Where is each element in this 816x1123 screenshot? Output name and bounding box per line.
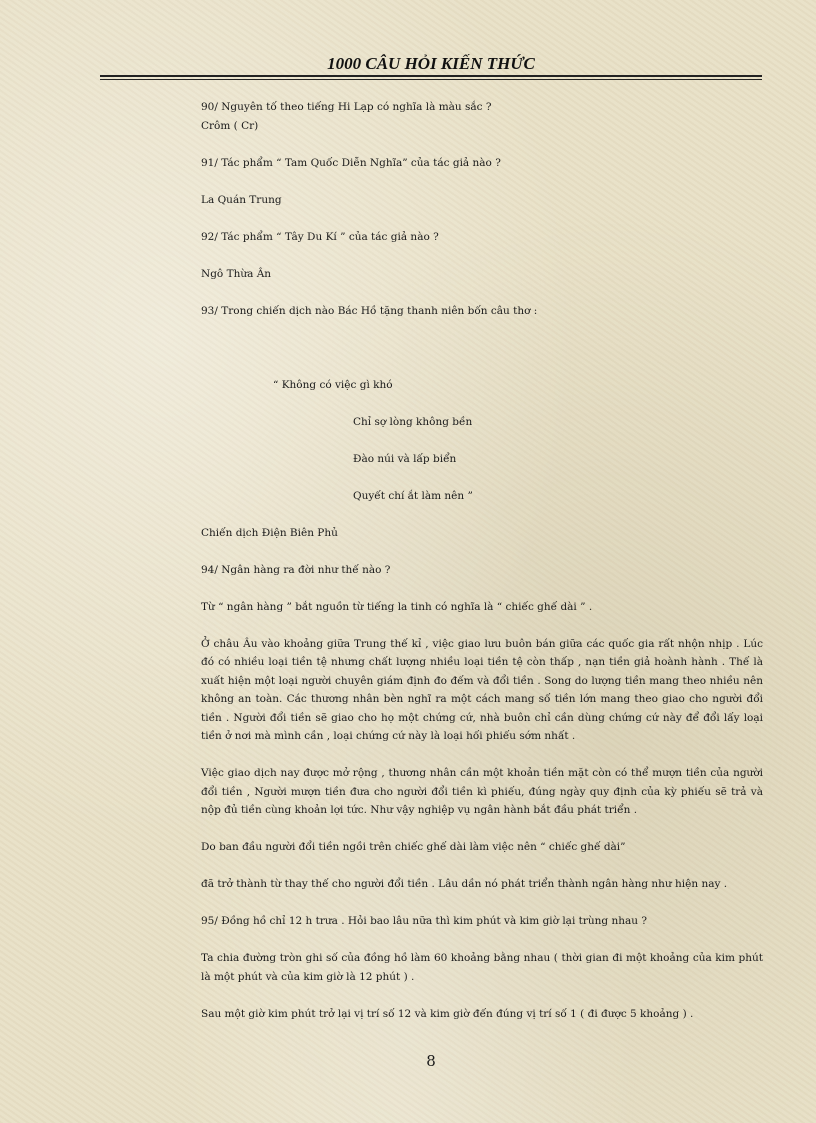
poem-line: “ Không có việc gì khó bbox=[273, 378, 393, 391]
answer-94-paragraph: Ở châu Âu vào khoảng giữa Trung thế kỉ , việc giao lưu buôn bán giữa các quốc gia rất nhộn nhịp . Lúc đó có nhiều loại tiền tệ nhưng chất lượng nhiều loại tiền tệ còn thấp , nạn tiền giả hoành hành . Thế là xuất hiện một loại người chuyên giám định đo đếm và đổi tiền . Song do lượng tiền mang theo nhiều nên không an toàn. Các thương nhân bèn nghĩ ra một cách mang số tiền lớn mang theo giao cho người đổi tiền . Người đổi tiền sẽ giao cho họ một chứng cứ, nhà buôn chỉ cần dùng chứng cứ này để đổi lấy loại tiền ở nơi mà mình cần , loại chứng cứ này là loại hối phiếu sớm nhất . bbox=[201, 637, 763, 742]
answer-90: Crôm ( Cr) bbox=[201, 119, 259, 132]
question-91: 91/ Tác phẩm “ Tam Quốc Diễn Nghĩa” của tác giả nào ? bbox=[201, 156, 501, 169]
page-content bbox=[201, 98, 763, 1023]
answer-92: Ngô Thừa Ân bbox=[201, 267, 272, 280]
question-93: 93/ Trong chiến dịch nào Bác Hồ tặng thanh niên bốn câu thơ : bbox=[201, 304, 538, 317]
page-number: 8 bbox=[426, 1052, 436, 1070]
header-rule-thin bbox=[100, 79, 762, 80]
page-header-title: 1000 CÂU HỎI KIẾN THỨC bbox=[327, 54, 535, 73]
question-94: 94/ Ngân hàng ra đời như thế nào ? bbox=[201, 563, 391, 576]
answer-91: La Quán Trung bbox=[201, 193, 282, 206]
answer-94-paragraph: Từ “ ngân hàng ” bắt nguồn từ tiếng la tinh có nghĩa là “ chiếc ghế dài ” . bbox=[201, 600, 593, 613]
answer-93: Chiến dịch Điện Biên Phủ bbox=[201, 526, 338, 539]
poem bbox=[201, 376, 763, 506]
poem-line: Chỉ sợ lòng không bền bbox=[353, 415, 473, 428]
answer-94-paragraph: Việc giao dịch nay được mở rộng , thương nhân cần một khoản tiền mặt còn có thể mượn tiền của người đổi tiền , Người mượn tiền đưa cho người đổi tiền kì phiếu, đúng ngày quy định của kỳ phiếu sẽ trả và nộp đủ tiền cùng khoản lợi tức. Như vậy nghiệp vụ ngân hành bắt đầu phát triển . bbox=[201, 767, 763, 816]
question-95: 95/ Đồng hồ chỉ 12 h trưa . Hỏi bao lâu nữa thì kim phút và kim giờ lại trùng nhau ? bbox=[201, 915, 647, 927]
question-90: 90/ Nguyên tố theo tiếng Hi Lạp có nghĩa là màu sắc ? bbox=[201, 101, 492, 113]
answer-95-paragraph: Ta chia đường tròn ghi số của đồng hồ làm 60 khoảng bằng nhau ( thời gian đi một khoảng của kim phút là một phút và của kim giờ là 12 phút ) . bbox=[201, 952, 763, 983]
answer-94-paragraph: đã trở thành từ thay thế cho người đổi tiền . Lâu dần nó phát triển thành ngân hàng như hiện nay . bbox=[201, 878, 728, 890]
answer-95-paragraph: Sau một giờ kim phút trở lại vị trí số 12 và kim giờ đến đúng vị trí số 1 ( đi được 5 khoảng ) . bbox=[201, 1007, 694, 1020]
question-92: 92/ Tác phẩm “ Tây Du Kí ” của tác giả nào ? bbox=[201, 230, 439, 243]
poem-line: Đào núi và lấp biển bbox=[353, 452, 457, 465]
poem-line: Quyết chí ắt làm nên ” bbox=[353, 489, 473, 502]
header-rule-thick bbox=[100, 75, 762, 77]
answer-94-paragraph: Do ban đầu người đổi tiền ngồi trên chiếc ghế dài làm việc nên “ chiếc ghế dài” bbox=[201, 841, 626, 853]
